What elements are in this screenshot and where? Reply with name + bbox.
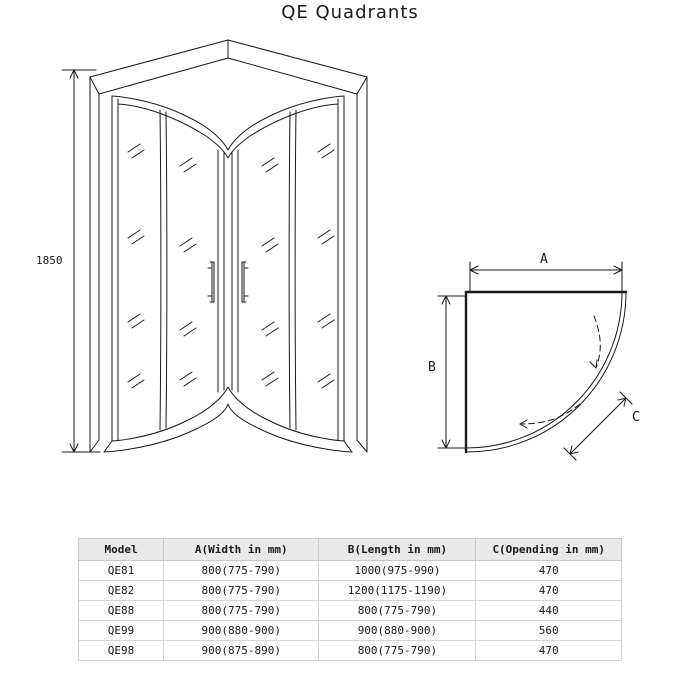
cell-width: 900(880-900)	[164, 621, 319, 641]
dimension-height	[62, 70, 100, 452]
cell-length: 1000(975-990)	[319, 561, 476, 581]
dimension-label-b: B	[428, 360, 436, 375]
table-row	[79, 581, 622, 601]
dimension-c	[564, 392, 632, 460]
specification-table	[78, 538, 622, 661]
column-header-length: B(Length in mm)	[319, 539, 476, 561]
cell-width: 900(875-890)	[164, 641, 319, 661]
cell-length: 900(880-900)	[319, 621, 476, 641]
cell-width: 800(775-790)	[164, 601, 319, 621]
shower-enclosure-plan-view	[438, 262, 632, 460]
cell-opening: 470	[476, 561, 622, 581]
column-header-opening: C(Opending in mm)	[476, 539, 622, 561]
dimension-label-c: C	[632, 410, 640, 425]
table-row	[79, 621, 622, 641]
cell-model: QE82	[79, 581, 164, 601]
cell-opening: 560	[476, 621, 622, 641]
cell-length: 800(775-790)	[319, 601, 476, 621]
table-row	[79, 601, 622, 621]
cell-length: 1200(1175-1190)	[319, 581, 476, 601]
table-row	[79, 641, 622, 661]
dimension-b	[438, 296, 466, 448]
column-header-width: A(Width in mm)	[164, 539, 319, 561]
cell-opening: 440	[476, 601, 622, 621]
cell-opening: 470	[476, 641, 622, 661]
table-row	[79, 561, 622, 581]
column-header-model: Model	[79, 539, 164, 561]
cell-model: QE98	[79, 641, 164, 661]
cell-length: 800(775-790)	[319, 641, 476, 661]
cell-model: QE99	[79, 621, 164, 641]
dimension-label-height: 1850	[36, 254, 63, 267]
cell-model: QE81	[79, 561, 164, 581]
page-title: QE Quadrants	[281, 2, 419, 23]
table-header-row	[79, 539, 622, 561]
cell-opening: 470	[476, 581, 622, 601]
shower-enclosure-front-view	[62, 40, 367, 452]
dimension-label-a: A	[540, 252, 548, 267]
cell-width: 800(775-790)	[164, 581, 319, 601]
cell-model: QE88	[79, 601, 164, 621]
cell-width: 800(775-790)	[164, 561, 319, 581]
